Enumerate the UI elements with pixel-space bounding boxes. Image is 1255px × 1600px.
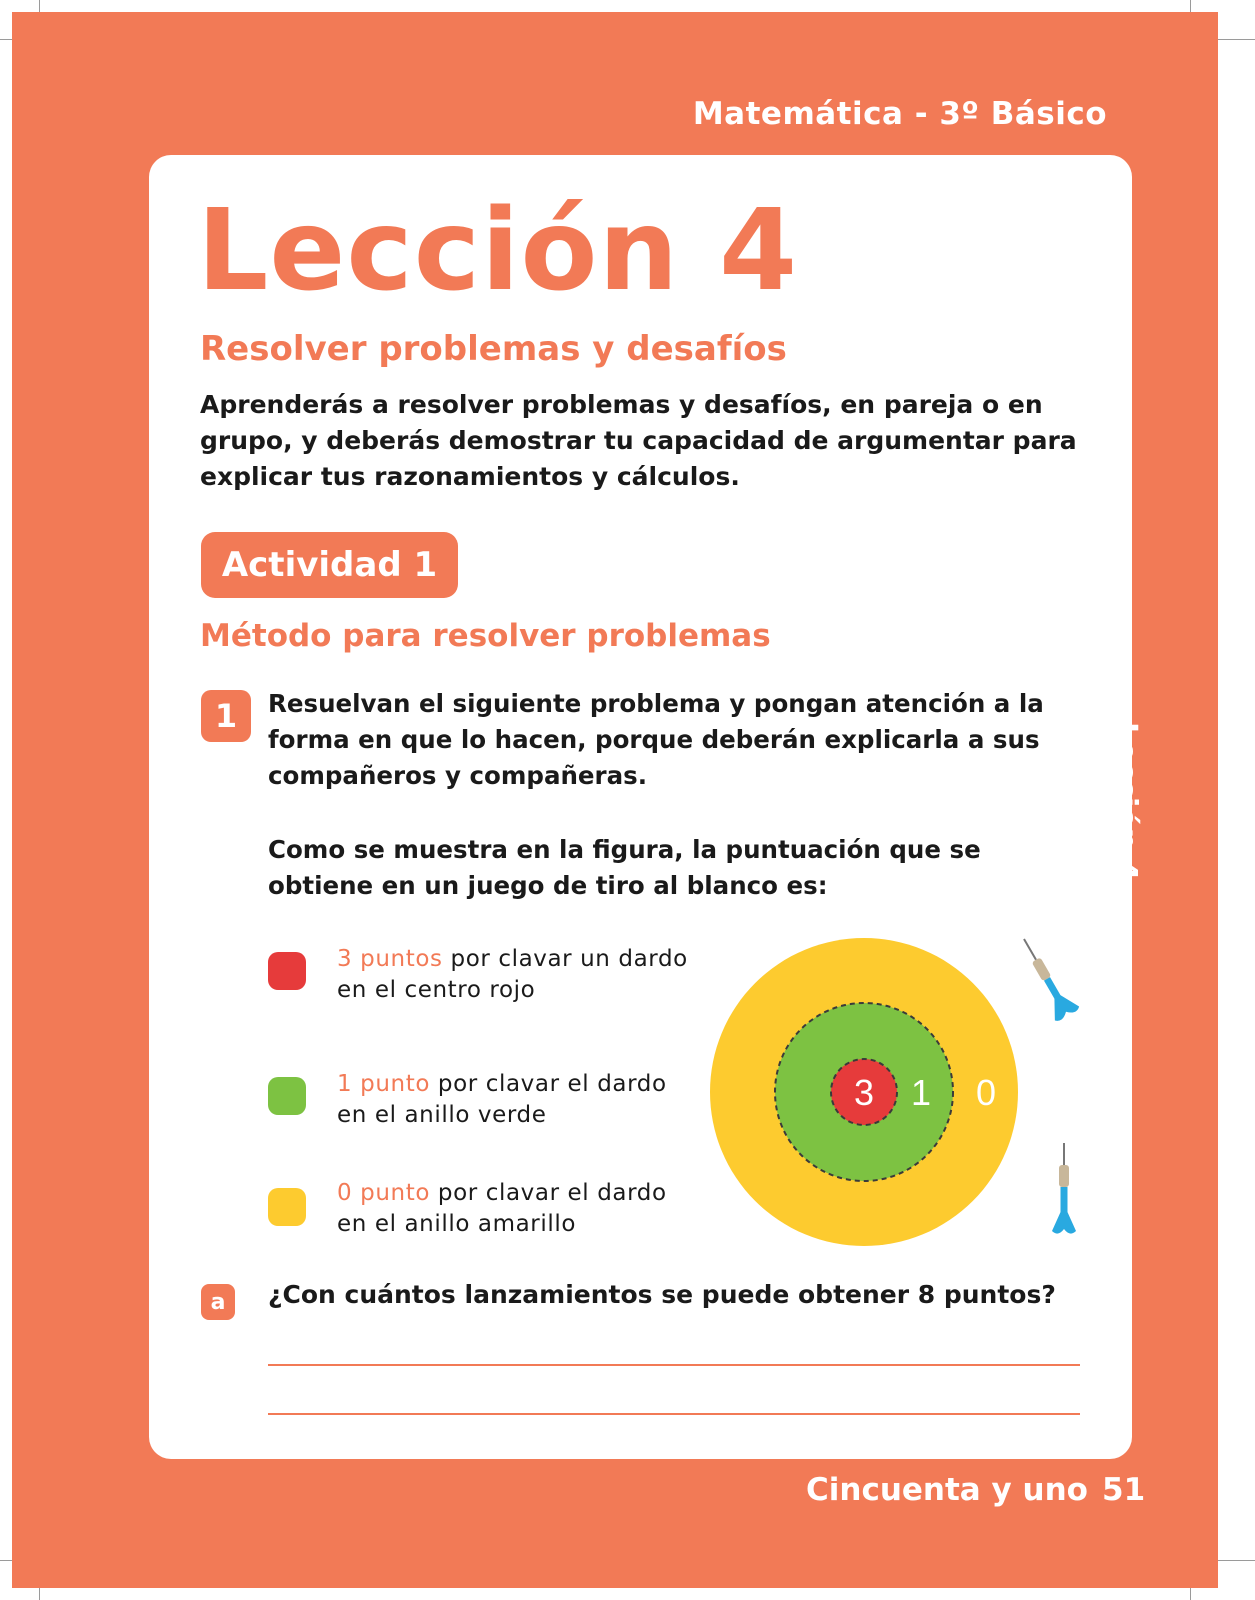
question-letter-badge: a: [201, 1284, 235, 1320]
item-number-badge: 1: [201, 690, 251, 742]
answer-line[interactable]: [268, 1364, 1080, 1366]
activity-badge: Actividad 1: [201, 532, 458, 598]
dart-icon: [1052, 1143, 1076, 1234]
lesson-intro: Aprenderás a resolver problemas y desafíos, en pareja o en grupo, y deberás demostrar tu capacidad de argumentar para explicar tus razonamientos y cálculos.: [200, 390, 1077, 491]
legend-points: 0 punto: [337, 1180, 430, 1206]
yellow-score-label: 0: [975, 1072, 997, 1113]
problem-statement: Como se muestra en la figura, la puntuación que se obtiene en un juego de tiro al blanco es:: [268, 835, 981, 900]
instruction-text: Resuelvan el siguiente problema y pongan atención a la forma en que lo hacen, porque deberán explicarla a sus compañeros y compañeras.: [268, 689, 1044, 790]
green-score-label: 1: [910, 1072, 932, 1113]
page-number-words: Cincuenta y uno: [806, 1472, 1088, 1508]
dartboard-illustration: [706, 937, 1086, 1257]
dart-icon: [1012, 937, 1081, 1023]
subject-header: Matemática - 3º Básico: [692, 96, 1107, 132]
activity-heading: Método para resolver problemas: [200, 618, 771, 654]
legend-item-red: [337, 944, 697, 1006]
answer-line[interactable]: [268, 1413, 1080, 1415]
lesson-subtitle: Resolver problemas y desafíos: [200, 329, 787, 369]
legend-item-green: [337, 1069, 697, 1131]
legend-description: por clavar el dardo en el anillo verde: [337, 1071, 667, 1128]
question-text: ¿Con cuántos lanzamientos se puede obtener 8 puntos?: [268, 1280, 1056, 1309]
red-square-icon: [268, 952, 306, 990]
page-number: 51: [1102, 1472, 1146, 1508]
center-score-label: 3: [853, 1072, 875, 1113]
green-square-icon: [268, 1077, 306, 1115]
legend-points: 1 punto: [337, 1071, 430, 1097]
side-lesson-tab: Lección 4: [1108, 722, 1143, 881]
yellow-square-icon: [268, 1188, 306, 1226]
legend-description: por clavar un dardo en el centro rojo: [337, 946, 688, 1003]
legend-description: por clavar el dardo en el anillo amarillo: [337, 1180, 667, 1237]
legend-points: 3 puntos: [337, 946, 443, 972]
lesson-title: Lección 4: [197, 186, 799, 316]
legend-item-yellow: [337, 1178, 697, 1240]
